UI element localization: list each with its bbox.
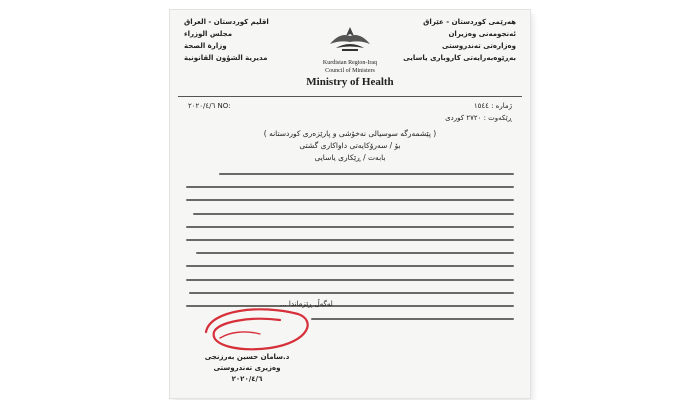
arabic-header-line: اقليم كوردستان - العراق	[184, 18, 269, 26]
kurdish-header-line: هەرێمی کوردستان - عێراق	[423, 18, 516, 26]
closing-line: لەگەڵ ڕێزماندا ...	[280, 300, 333, 308]
english-region-line: Kurdistan Region-Iraq	[322, 60, 378, 66]
kurdish-header-line: بەڕێوەبەرایەتی کاروباری یاسایی	[403, 54, 516, 62]
reference-number-value: ١٥٤٤	[473, 102, 489, 110]
address-line: بابەت / ڕێکاری یاسایی	[314, 153, 386, 162]
kurdish-header	[396, 16, 516, 64]
reference-no-block	[188, 100, 231, 112]
arabic-header-line: مجلس الوزراء	[184, 30, 233, 38]
reference-date-right: ٢٠٢٠/٤/٦	[188, 102, 216, 110]
reference-number-label: ژمارە :	[491, 102, 512, 110]
arabic-header-line: وزارة الصحة	[184, 42, 227, 50]
body-text-line	[186, 265, 514, 274]
signatory-name: د.سامان حسين بەرزنجی	[204, 353, 290, 361]
arabic-header	[184, 16, 294, 64]
body-text-line	[186, 186, 514, 195]
signatory-title: وەزیری تەندروستی	[213, 364, 281, 372]
reference-date-value: ٢٧٢٠ کوردی	[445, 114, 482, 122]
header-divider	[178, 96, 522, 97]
signature-date: ٢٠٢٠/٤/٦	[231, 375, 263, 383]
body-text-line	[186, 252, 514, 261]
arabic-header-line: مديرية الشؤون القانونية	[184, 54, 268, 62]
body-text-line	[186, 173, 514, 182]
body-text-line	[186, 199, 514, 208]
kurdish-header-line: وەزارەتی تەندروستی	[442, 42, 516, 50]
reference-number-block	[445, 100, 512, 124]
reference-date-label: ڕێکەوت :	[483, 114, 512, 122]
body-text-line	[186, 226, 514, 235]
kurdish-header-line: ئەنجومەنی وەزیران	[448, 30, 516, 38]
address-block	[190, 128, 510, 164]
english-ministry-title: Ministry of Health	[306, 76, 394, 88]
body-text-line	[186, 292, 514, 301]
handwritten-signature-icon	[200, 302, 320, 358]
body-text-line	[186, 213, 514, 222]
address-line: بۆ / سەرۆکایەتی داواکاری گشتی	[299, 141, 401, 150]
body-text-line	[186, 239, 514, 248]
address-line: ( پێشمەرگە سوسیالی نەخۆشی و پارێزەری کوردستانە )	[263, 129, 437, 138]
government-emblem-icon	[320, 24, 380, 54]
document-page	[170, 10, 530, 398]
reference-no-label: :NO	[217, 102, 231, 110]
english-council-line: Council of Ministers	[325, 68, 375, 74]
body-text-line	[186, 279, 514, 288]
signature-block	[192, 352, 302, 385]
